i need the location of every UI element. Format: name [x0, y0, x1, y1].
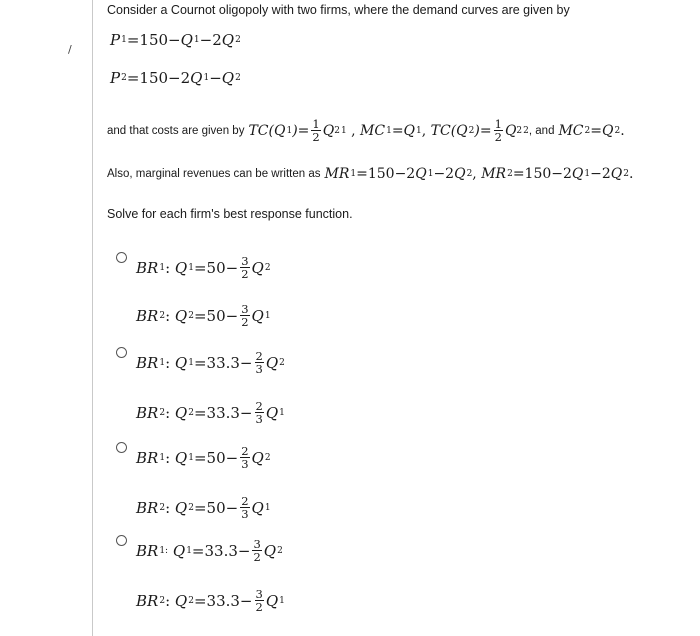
marginal-revenue-line: Also, marginal revenues can be written as MR 1 =150−2 Q 1 −2 Q 2 , MR 2 =150−2 Q 1 −2 Q 2 .	[107, 166, 634, 182]
option-b-br1: BR 1 : Q 1 =33.3− $\frac{2}{3}$ Q 2	[136, 349, 285, 376]
question-intro: Consider a Cournot oligopoly with two firms, where the demand curves are given by	[107, 3, 570, 17]
margin-mark: /	[68, 43, 72, 56]
option-c-br1: BR 1 : Q 1 =50− $\frac{2}{3}$ Q 2	[136, 444, 271, 471]
marginal-revenue-equations: MR 1 =150−2 Q 1 −2 Q 2 , MR 2 =150−2 Q 1 −2 Q 2 .	[324, 166, 634, 182]
option-d-br2: BR 2 : Q 2 =33.3− $\frac{3}{2}$ Q 1	[136, 587, 285, 614]
costs-line: and that costs are given by TC(Q 1 ) = $\frac{1}{2}$ Q 2 1 , MC 1 = Q 1 , TC(Q 2 ) = $\frac{1}{2}$ Q 2 2 , and MC 2 = Q 2 .	[107, 117, 625, 144]
option-c-br2: BR 2 : Q 2 =50− $\frac{2}{3}$ Q 1	[136, 494, 271, 521]
option-a-br2: BR 2 : Q 2 =50− $\frac{3}{2}$ Q 1	[136, 302, 271, 329]
option-a-radio[interactable]	[116, 252, 127, 263]
option-a-br1: BR 1 : Q 1 =50− $\frac{3}{2}$ Q 2	[136, 254, 271, 281]
instruction-text: Solve for each firm's best response function.	[107, 207, 353, 221]
option-b-br2: BR 2 : Q 2 =33.3− $\frac{2}{3}$ Q 1	[136, 399, 285, 426]
cost-functions: TC(Q 1 ) = $\frac{1}{2}$ Q 2 1 , MC 1 = Q 1 , TC(Q 2 ) = $\frac{1}{2}$ Q 2 2	[248, 117, 529, 144]
demand-equation-1: P 1 =150− Q 1 −2 Q 2	[110, 31, 241, 49]
option-d-radio[interactable]	[116, 535, 127, 546]
demand-equation-2: P 2 =150−2 Q 1 − Q 2	[110, 69, 241, 87]
option-c-radio[interactable]	[116, 442, 127, 453]
option-d-br1: BR 1: Q 1 =33.3− $\frac{3}{2}$ Q 2	[136, 537, 283, 564]
option-b-radio[interactable]	[116, 347, 127, 358]
